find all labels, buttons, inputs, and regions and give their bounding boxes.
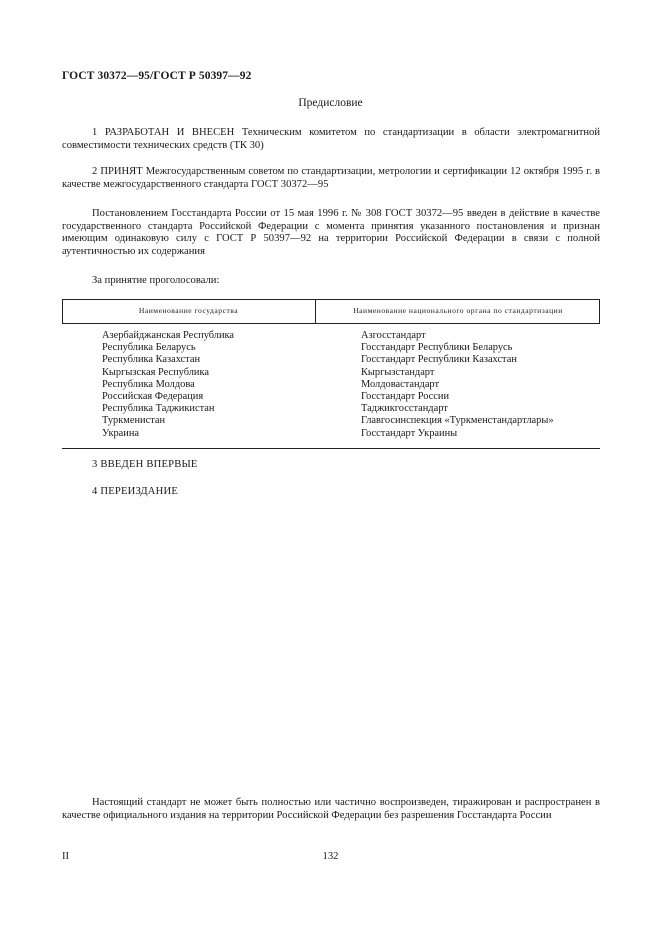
vote-label: За принятие проголосовали: bbox=[92, 275, 220, 286]
item-reissue: 4 ПЕРЕИЗДАНИЕ bbox=[92, 486, 178, 497]
table-cell-state: Украина bbox=[102, 427, 140, 439]
states-list bbox=[102, 330, 234, 440]
table-cell-state: Республика Таджикистан bbox=[102, 403, 215, 415]
table-header-rule bbox=[62, 323, 600, 324]
table-cell-body: Госстандарт Республики Казахстан bbox=[361, 354, 517, 366]
table-bottom-rule bbox=[62, 448, 600, 449]
page-number: 132 bbox=[322, 851, 339, 862]
column-header-state: Наименование государства bbox=[138, 306, 239, 315]
copyright-note: Настоящий стандарт не может быть полностью или частично воспроизведен, тиражирован и распространен в качестве официального издания на территории Российской Федерации без разрешения Госстандарта России bbox=[62, 797, 600, 821]
table-cell-body: Госстандарт Украины bbox=[361, 427, 458, 439]
table-cell-body: Азгосстандарт bbox=[361, 330, 426, 341]
item-introduced: 3 ВВЕДЕН ВПЕРВЫЕ bbox=[92, 459, 198, 470]
table-cell-state: Кыргызская Республика bbox=[102, 366, 209, 378]
table-top-rule bbox=[62, 299, 600, 300]
document-header: ГОСТ 30372—95/ГОСТ Р 50397—92 bbox=[62, 70, 252, 82]
table-cell-body: Госстандарт Республики Беларусь bbox=[361, 342, 513, 354]
voting-table bbox=[62, 299, 600, 449]
table-cell-body: Главгосинспекция «Туркменстандартлары» bbox=[361, 415, 554, 427]
bodies-list bbox=[361, 330, 554, 440]
paragraph-decree: Постановлением Госстандарта России от 15 мая 1996 г. № 308 ГОСТ 30372—95 введен в действие в качестве государственного стандарта Российской Федерации с момента принятия указанного постановления и признан имеющим одинаковую силу с ГОСТ Р 50397—92 на территории Российской Федерации в связи с полной аутентичностью их содержания bbox=[62, 208, 600, 257]
paragraph-adopted: 2 ПРИНЯТ Межгосударственным советом по стандартизации, метрологии и сертификации 12 октября 1995 г. в качестве межгосударственного стандарта ГОСТ 30372—95 bbox=[62, 166, 600, 190]
paragraph-developed: 1 РАЗРАБОТАН И ВНЕСЕН Техническим комитетом по стандартизации в области электромагнитной совместимости технических средств (ТК 30) bbox=[62, 127, 600, 151]
table-cell-body: Госстандарт России bbox=[361, 391, 450, 403]
table-cell-body: Молдовастандарт bbox=[361, 378, 440, 390]
table-cell-state: Туркменистан bbox=[102, 415, 166, 427]
table-cell-state: Республика Казахстан bbox=[102, 354, 201, 366]
column-header-body: Наименование национального органа по стандартизации bbox=[353, 306, 563, 315]
table-cell-body: Таджикгосстандарт bbox=[361, 403, 448, 415]
section-title: Предисловие bbox=[298, 97, 363, 109]
table-cell-state: Республика Молдова bbox=[102, 378, 195, 390]
table-cell-body: Кыргызстандарт bbox=[361, 366, 435, 378]
table-cell-state: Азербайджанская Республика bbox=[102, 330, 235, 341]
table-cell-state: Российская Федерация bbox=[102, 391, 204, 403]
table-cell-state: Республика Беларусь bbox=[102, 342, 196, 354]
page-roman-numeral: II bbox=[62, 851, 70, 862]
